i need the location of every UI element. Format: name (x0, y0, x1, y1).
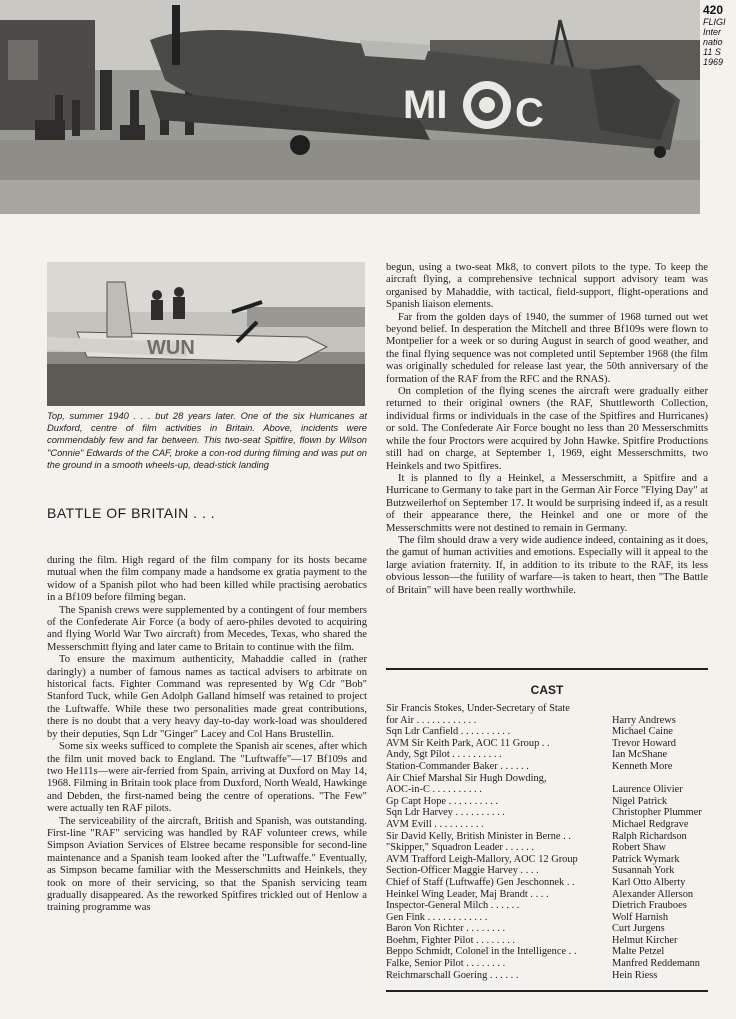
cast-role: Station-Commander Baker . . . . . . (386, 760, 529, 772)
cast-actor: Malte Petzel (612, 946, 665, 958)
cast-actor: Robert Shaw (612, 842, 666, 854)
cast-role: Reichmarschall Goering . . . . . . (386, 969, 519, 981)
cast-role: Section-Officer Maggie Harvey . . . . (386, 865, 539, 877)
cast-row (386, 773, 708, 785)
page-number: 420 (703, 3, 724, 17)
cast-actor: Ian McShane (612, 749, 668, 761)
cast-actor: Susannah York (612, 865, 675, 877)
cast-role: Heinkel Wing Leader, Maj Brandt . . . . (386, 888, 549, 900)
cast-role: AVM Evill . . . . . . . . . . (386, 818, 484, 830)
page-number-block (703, 4, 736, 67)
paragraph: The Spanish crews were supplemented by a contingent of four members of the Confederate Air Force (a body of aero-philes devoted to acquiring and flying World War Two aircraft) from Mecedes, Texas, who shared the Messerschmitt flying and later came to Britain to continue with the film. (47, 604, 367, 653)
cast-actor: Michael Caine (612, 726, 673, 738)
cast-actor: Christopher Plummer (612, 807, 702, 819)
article-column-right (386, 262, 708, 597)
cast-row (386, 877, 708, 889)
cast-actor: Ralph Richardson (612, 830, 687, 842)
paragraph: begun, using a two-seat Mk8, to convert pilots to the type. To keep the aircraft flying, a comprehensive technical support advisory team was organised by Mahaddie, with tactical, field-support, flight-operations and Spanish liaison elements. (386, 262, 708, 311)
svg-text:WUN: WUN (147, 337, 195, 359)
cast-row (386, 923, 708, 935)
paragraph: Far from the golden days of 1940, the summer of 1968 turned out wet beyond belief. In desperation the Mitchell and three Bf109s were flown to Montpelier for a week or so during August in search of good weather, and the final flying sequence was not completed until September 1968 (the film was originally scheduled for release last year, the 50th anniversary of the formation of the RAF from the RFC and the RNAS). (386, 311, 708, 385)
article-column-left (47, 555, 367, 915)
paragraph: Some six weeks sufficed to complete the Spanish air scenes, after which the film unit moved back to England. The "Luftwaffe"—17 Bf109s and two He111s—were air-ferried from Spain, arriving at Duxford on May 14, 1968. Filming in Britain took place from Duxford, North Weald, Hawkinge and Debden, the first-named being the centre of operations. "The Few" were actually ten RAF pilots. (47, 741, 367, 815)
cast-actor: Wolf Harnish (612, 911, 669, 923)
spitfire-photo (47, 262, 365, 406)
cast-actor: Dietrich Frauboes (612, 900, 687, 912)
cast-row (386, 796, 708, 808)
cast-actor: Hein Riess (612, 969, 658, 981)
cast-role: Sqn Ldr Harvey . . . . . . . . . . (386, 807, 505, 819)
paragraph: during the film. High regard of the film company for its hosts became mutual when the film company made a handsome ex gratia payment to the widow of a Spanish pilot who had been killed while practising aerobatics in a Bf109 before filming began. (47, 555, 367, 604)
magazine-line: Inter (703, 27, 722, 37)
paragraph: The serviceability of the aircraft, British and Spanish, was outstanding. First-line "RAF" servicing was handled by RAF volunteer crews, while Simpson Aviation Services of Elstree became responsible for second-line maintenance and a Spanish team looked after the "Luftwaffe." Eventually, as Simpson became familiar with the Messerschmitts and Heinkels, they took on more of their servicing, so that the Spanish servicing team gradually disappeared. As the reworked Spitfires trickled out of Henlow a training programme was (47, 815, 367, 914)
cast-role: Beppo Schmidt, Colonel in the Intelligence . . (386, 946, 577, 958)
cast-actor (612, 773, 708, 785)
cast-actor: Harry Andrews (612, 714, 676, 726)
cast-actor (612, 703, 708, 715)
cast-actor: Nigel Patrick (612, 795, 668, 807)
cast-role: AVM Sir Keith Park, AOC 11 Group . . (386, 737, 550, 749)
cast-row (386, 726, 708, 738)
hurricane-illustration (0, 0, 700, 214)
cast-row (386, 970, 708, 982)
cast-title: CAST (530, 683, 564, 697)
cast-actor: Alexander Allerson (612, 888, 694, 900)
cast-role: Andy, Sgt Pilot . . . . . . . . . . (386, 749, 502, 761)
cast-row (386, 819, 708, 831)
svg-text:MI: MI (403, 83, 448, 127)
cast-row (386, 912, 708, 924)
cast-row (386, 807, 708, 819)
cast-bottom-rule (386, 990, 708, 992)
cast-actor: Michael Redgrave (612, 818, 689, 830)
spitfire-illustration (47, 262, 365, 406)
photo-caption: Top, summer 1940 . . . but 28 years later. One of the six Hurricanes at Duxford, centre of film activities in Britain. Above, incidents were commendably few and far between. This two-seat Spitfire, flown by Wilson "Connie" Edwards of the CAF, broke a con-rod during filming and was put on the ground in a smooth wheels-up, dead-stick landing (47, 410, 367, 470)
magazine-line: natio (703, 37, 723, 47)
cast-row (386, 831, 708, 843)
cast-row (386, 703, 708, 715)
cast-role: "Skipper," Squadron Leader . . . . . . (386, 842, 535, 854)
cast-actor: Karl Otto Alberty (612, 876, 686, 888)
cast-actor: Kenneth More (612, 760, 673, 772)
cast-role: Sir David Kelly, British Minister in Berne . . (386, 830, 571, 842)
section-title: BATTLE OF BRITAIN . . . (47, 505, 216, 521)
cast-actor: Laurence Olivier (612, 784, 683, 796)
cast-top-rule (386, 668, 708, 670)
cast-actor: Manfred Reddemann (612, 958, 701, 970)
cast-row (386, 784, 708, 796)
cast-row (386, 749, 708, 761)
cast-role: AVM Trafford Leigh-Mallory, AOC 12 Group (386, 853, 578, 865)
cast-actor: Trevor Howard (612, 737, 676, 749)
cast-row (386, 946, 708, 958)
paragraph: To ensure the maximum authenticity, Mahaddie called in (rather daringly) a number of famous names as tactical advisers to arbitrate on historical facts. Fighter Command was represented by Wg Cdr "Bob" Stanford Tuck, while Gen Adolph Galland himself was retained to project the Luftwaffe. While these two personalities made great contributions, there is no doubt that a very heavy day-to-day work-load was shouldered by their deputies, Sqn Ldr "Ginger" Lacey and Col Hans Brustellin. (47, 654, 367, 740)
cast-role: Baron Von Richter . . . . . . . . (386, 923, 506, 935)
cast-role: Boehm, Fighter Pilot . . . . . . . . (386, 934, 516, 946)
cast-row (386, 738, 708, 750)
cast-role: Air Chief Marshal Sir Hugh Dowding, (386, 772, 547, 784)
cast-role: Chief of Staff (Luftwaffe) Gen Jeschonnek . . (386, 876, 575, 888)
cast-row (386, 854, 708, 866)
hurricane-photo (0, 0, 700, 214)
cast-role: Gen Fink . . . . . . . . . . . . (386, 911, 488, 923)
magazine-line: 11 S (703, 47, 721, 57)
svg-text:C: C (515, 91, 544, 135)
cast-row (386, 958, 708, 970)
cast-actor: Curt Jurgens (612, 923, 665, 935)
cast-role: Gp Capt Hope . . . . . . . . . . (386, 795, 498, 807)
magazine-line: FLIGI (703, 17, 726, 27)
cast-role: for Air . . . . . . . . . . . . (386, 714, 477, 726)
cast-role: Sir Francis Stokes, Under-Secretary of State (386, 703, 570, 714)
cast-list (386, 703, 708, 981)
cast-role: Falke, Senior Pilot . . . . . . . . (386, 958, 506, 970)
paragraph: It is planned to fly a Heinkel, a Messerschmitt, a Spitfire and a Hurricane to Germany to take part in the German Air Force "Flying Day" at Butzweilerhof on September 17. It would be surprising indeed if, as a result of their appearance there, the Heinkel and one or more of the Messerschmitts were not destined to remain in Germany. (386, 472, 708, 534)
paragraph: On completion of the flying scenes the aircraft were gradually either returned to their original owners (the RAF, Shuttleworth Collection, individual firms or individuals in the case of the Spitfires and Hurricanes) or sold. The Confederate Air Force bought no less than 20 Messerschmitts while the four Proctors were acquired by John Hawke. Spitfire Productions still had on charge, at September 1, 1969, eight Messerschmitts, two Heinkels and two Spitfires. (386, 386, 708, 472)
cast-role: Sqn Ldr Canfield . . . . . . . . . . (386, 726, 511, 738)
cast-role: Inspector-General Milch . . . . . . (386, 900, 520, 912)
cast-row (386, 715, 708, 727)
cast-row (386, 889, 708, 901)
cast-actor: Helmut Kircher (612, 934, 678, 946)
cast-role: AOC-in-C . . . . . . . . . . (386, 784, 482, 796)
cast-row (386, 935, 708, 947)
cast-row (386, 842, 708, 854)
cast-row (386, 865, 708, 877)
cast-row (386, 761, 708, 773)
cast-actor: Patrick Wymark (612, 853, 680, 865)
paragraph: The film should draw a very wide audience indeed, containing as it does, the gamut of human activities and emotions. Especially will it appeal to the large aviation fraternity. If, in addition to its tribute to the RAF, its less obvious lesson—the futility of warfare—is taken to heart, then "The Battle of Britain" will have been really worthwhile. (386, 534, 708, 596)
magazine-line: 1969 (703, 57, 724, 67)
cast-row (386, 900, 708, 912)
